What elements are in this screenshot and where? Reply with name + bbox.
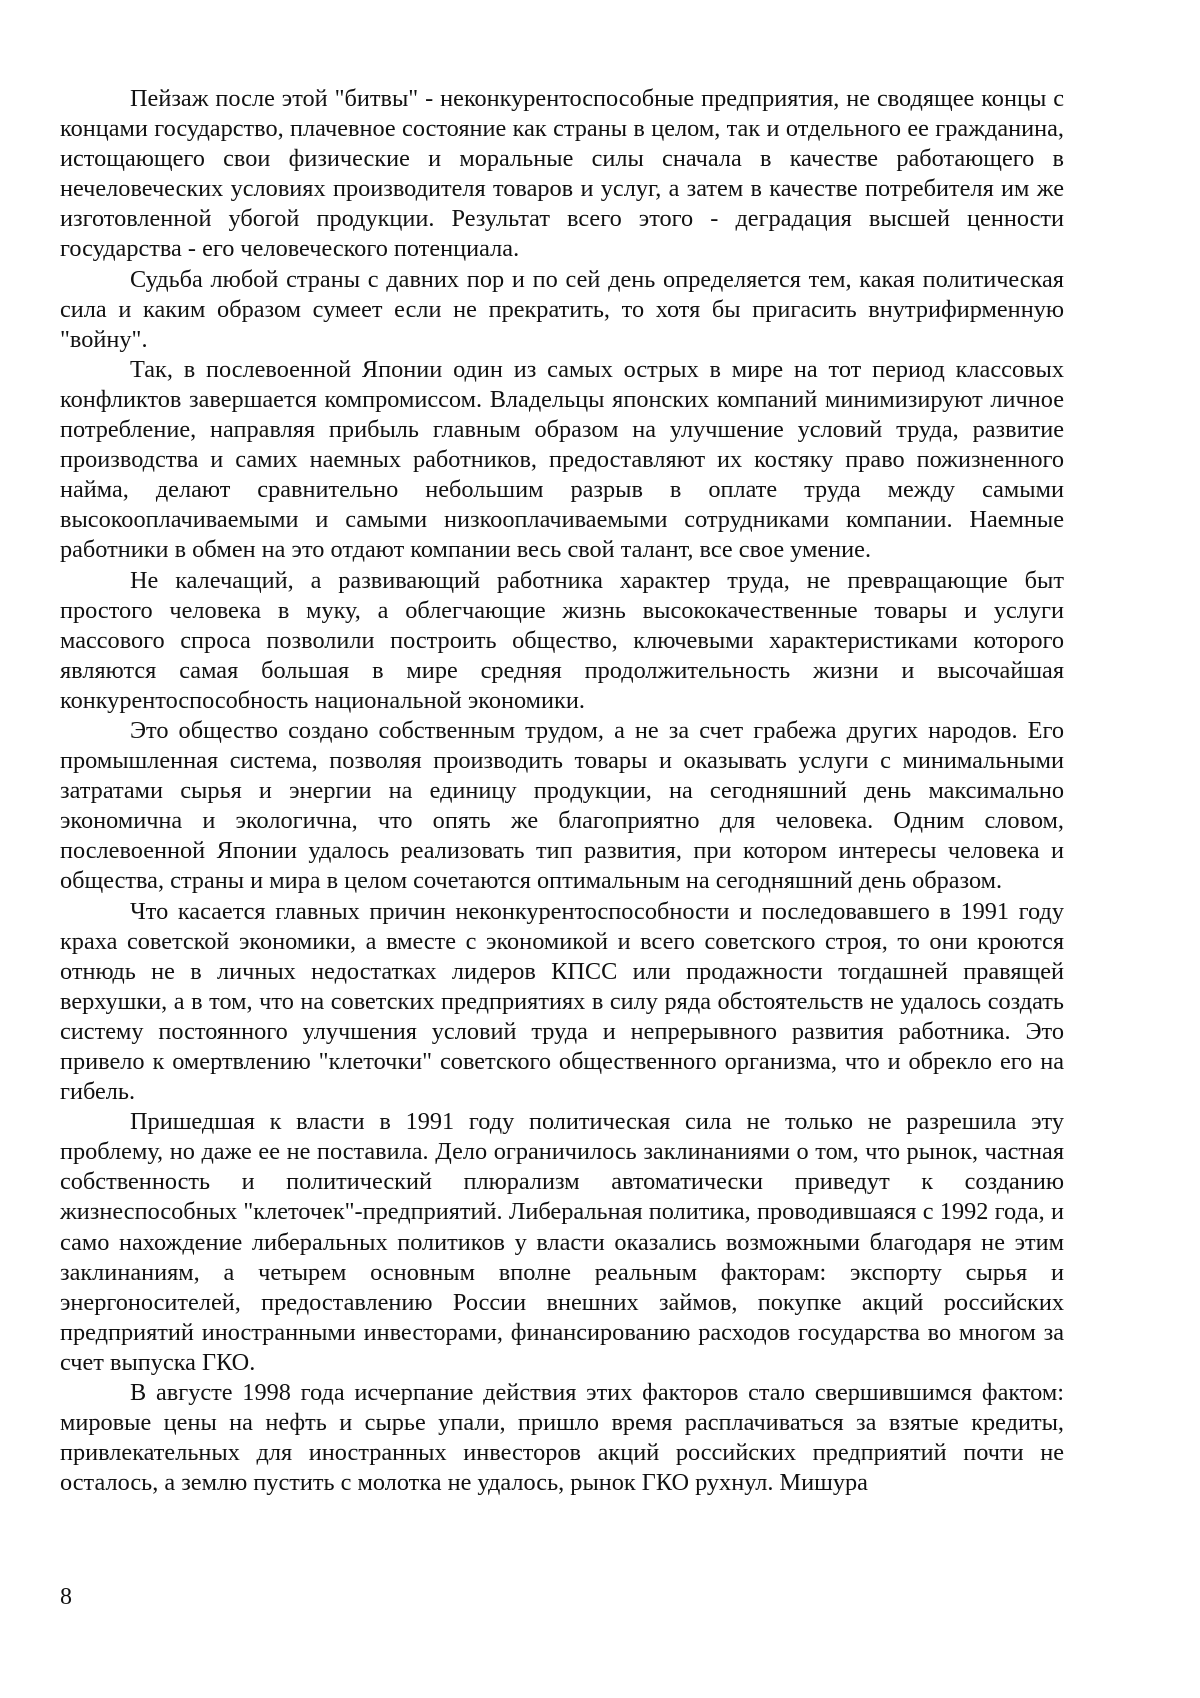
paragraph-7: Пришедшая к власти в 1991 году политическая сила не только не разрешила эту проблему, но даже ее не поставила. Дело ограничилось заклинаниями о том, что рынок, частная собственность и политический плюрализм автоматически приведут к созданию жизнеспособных "клеточек"-предприятий. Либеральная политика, проводившаяся с 1992 года, и само нахождение либеральных политиков у власти оказались возможными благодаря не этим заклинаниям, а четырем основным вполне реальным факторам: экспорту сырья и энергоносителей, предоставлению России внешних займов, покупке акций российских предприятий иностранными инвесторами, финансированию расходов государства во многом за счет выпуска ГКО.	[60, 1108, 1064, 1376]
paragraph-2: Судьба любой страны с давних пор и по сей день определяется тем, какая политическая сила и каким образом сумеет если не прекратить, то хотя бы пригасить внутрифирменную "войну".	[60, 265, 1064, 353]
page-number: 8	[60, 1584, 72, 1610]
paragraph-6: Что касается главных причин неконкурентоспособности и последовавшего в 1991 году краха советской экономики, а вместе с экономикой и всего советского строя, то они кроются отнюдь не в личных недостатках лидеров КПСС или продажности тогдашней правящей верхушки, а в том, что на советских предприятиях в силу ряда обстоятельств не удалось создать систему постоянного улучшения условий труда и непрерывного развития работника. Это привело к омертвлению "клеточки" советского общественного организма, что и обрекло его на гибель.	[60, 897, 1064, 1106]
paragraph-5: Это общество создано собственным трудом, а не за счет грабежа других народов. Его промышленная система, позволяя производить товары и оказывать услуги с минимальными затратами сырья и энергии на единицу продукции, на сегодняшний день максимально экономична и экологична, что опять же благоприятно для человека. Одним словом, послевоенной Японии удалось реализовать тип развития, при котором интересы человека и общества, страны и мира в целом сочетаются оптимальным на сегодняшний день образом.	[60, 716, 1064, 895]
paragraph-8: В августе 1998 года исчерпание действия этих факторов стало свершившимся фактом: мировые цены на нефть и сырье упали, пришло время расплачиваться за взятые кредиты, привлекательных для иностранных инвесторов акций российских предприятий почти не осталось, а землю пустить с молотка не удалось, рынок ГКО рухнул. Мишура	[60, 1379, 1064, 1497]
page-body	[60, 84, 1064, 1498]
paragraph-3: Так, в послевоенной Японии один из самых острых в мире на тот период классовых конфликтов завершается компромиссом. Владельцы японских компаний минимизируют личное потребление, направляя прибыль главным образом на улучшение условий труда, развитие производства и самих наемных работников, предоставляют их костяку право пожизненного найма, делают сравнительно небольшим разрыв в оплате труда между самыми высокооплачиваемыми и самыми низкооплачиваемыми сотрудниками компании. Наемные работники в обмен на это отдают компании весь свой талант, все свое умение.	[60, 355, 1064, 564]
paragraph-4: Не калечащий, а развивающий работника характер труда, не превращающие быт простого человека в муку, а облегчающие жизнь высококачественные товары и услуги массового спроса позволили построить общество, ключевыми характеристиками которого являются самая большая в мире средняя продолжительность жизни и высочайшая конкурентоспособность национальной экономики.	[60, 566, 1064, 714]
paragraph-1: Пейзаж после этой "битвы" - неконкурентоспособные предприятия, не сводящее концы с концами государство, плачевное состояние как страны в целом, так и отдельного ее гражданина, истощающего свои физические и моральные силы сначала в качестве работающего в нечеловеческих условиях производителя товаров и услуг, а затем в качестве потребителя им же изготовленной убогой продукции. Результат всего этого - деградация высшей ценности государства - его человеческого потенциала.	[60, 85, 1064, 263]
